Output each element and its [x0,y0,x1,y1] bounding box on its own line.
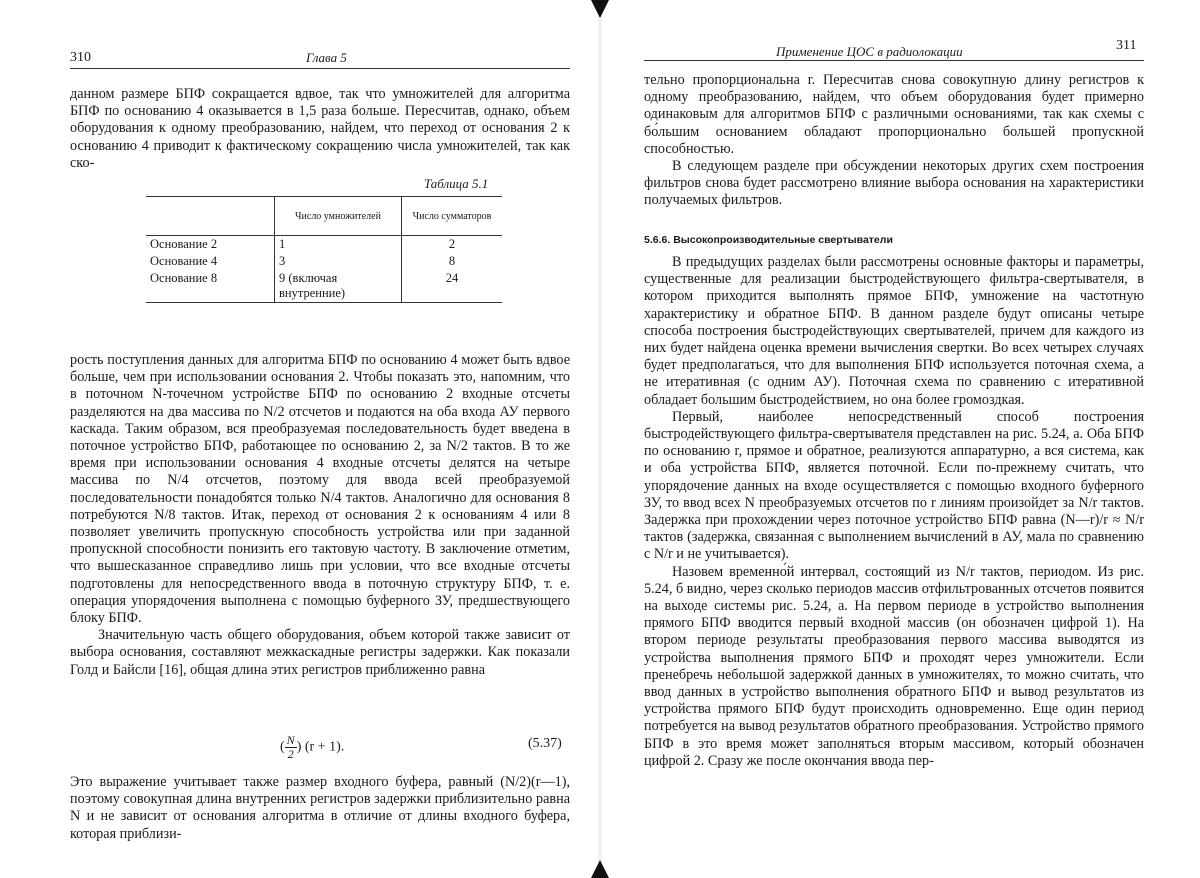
table-cell-base: Основание 8 [146,270,275,303]
subsection-heading: 5.6.6. Высокопроизводительные свертыватели [644,234,893,246]
table-cell-base: Основание 4 [150,254,218,268]
table-cell-mult: 9 (включая внутренние) [275,270,402,303]
left-page-number: 310 [70,50,91,65]
table-row [146,253,502,270]
right-header-rule [644,60,1144,61]
right-page [604,0,1200,878]
table-cell-mult: 1 [275,236,402,254]
right-paragraph-top: тельно пропорциональна r. Пересчитав снова совокупную длину регистров к одному преобразованию, найдем, что объем оборудования будет примерно одинаковым для алгоритмов БПФ с различными основаниями, так как схемы с бо́льшим основанием обладают пропорционально большей пропускной способностью. В следующем разделе при обсуждении некоторых других схем построения фильтров снова будет рассмотрено влияние выбора основания на характеристики получаемых фильтров. [644,72,1144,209]
right-page-number: 311 [1116,38,1137,53]
left-paragraph-bottom: Это выражение учитывает также размер входного буфера, равный (N/2)(r—1), поэтому совокупная длина внутренних регистров задержки приблизительно равна N и не зависит от основания алгоритма в отличие от длины входного буфера, которая приблизи- [70,774,570,842]
table-cell-mult: 3 [275,253,402,270]
left-running-head: Глава 5 [306,50,347,65]
table-row [146,236,502,254]
equation-number: (5.37) [528,736,562,751]
table-cell-add: 8 [402,253,503,270]
left-header-rule [70,68,570,69]
table-cell-base: Основание 2 [150,237,218,251]
table-5-1 [146,196,502,303]
table-cell-add: 24 [402,270,503,303]
right-running-head: Применение ЦОС в радиолокации [776,44,963,59]
table-header-adders: Число сумматоров [402,197,503,236]
table-caption: Таблица 5.1 [424,176,489,191]
table-header-empty [146,197,275,236]
right-paragraph-main: В предыдущих разделах были рассмотрены основные факторы и параметры, существенные для реализации быстродействующего фильтра-свертывателя, в котором приходится выполнять прямое БПФ, умножение на частотную характеристику и обратное БПФ. В данном разделе будут описаны четыре способа построения быстродействующих свертывателей, причем для каждого из них будет найдена оценка времени вычисления свертки. Во всех четырех случаях будет предполагаться, что для выполнения БПФ используется поточная схема, а не итеративная (с одним АУ). Поточная схема по сравнению с итеративной обладает большим быстродействием, но она более громоздкая. Первый, наиболее непосредственный способ построения быстродействующего фильтра-свертывателя представлен на рис. 5.24, а. Оба БПФ по основанию r, прямое и обратное, реализуются аппаратурно, а вся система, как и оба устройства БПФ, является поточной. Если по-прежнему считать, что упорядочение данных на входе осуществляется с помощью входного буферного ЗУ, то ввод всех N преобразуемых отсчетов по r линиям произойдет за N/r тактов. Задержка при прохождении через поточное устройство БПФ равна (N—r)/r ≈ N/r тактов (задержка, связанная с выполнением вычислений в АУ, мала по сравнению с N/r и не учитывается). Назовем временно́й интервал, состоящий из N/r тактов, периодом. Из рис. 5.24, б видно, через сколько периодов массив отфильтрованных отсчетов появится на выходе системы рис. 5.24, а. На первом периоде в устройство выполнения прямого БПФ вводится первый входной массив (он обозначен цифрой 1). На втором периоде результаты преобразования первого массива выводятся из устройства выполнения прямого БПФ и проходят через умножители. Если пренебречь небольшой задержкой данных в умножителях, то можно считать, что ввод данных в устройство выполнения обратного БПФ и вывод результатов из устройства прямого БПФ будут происходить одновременно. Еще один период потребуется на вывод результатов обратного преобразования. Устройство прямого БПФ в это время может заполняться вторым массивом, который обозначен цифрой 2. Сразу же после окончания ввода пер- [644,254,1144,769]
table-cell-add: 2 [402,236,503,254]
table-row [146,270,502,303]
left-paragraph-top: данном размере БПФ сокращается вдвое, так что умножителей для алгоритма БПФ по основанию 4 оказывается в 1,5 раза больше. Пересчитав, однако, объем оборудования к одному преобразованию, найдем, что переход от основания 2 к основанию 4 приводит к фактическому сокращению числа умножителей, так как ско- [70,86,570,171]
left-paragraph-middle: рость поступления данных для алгоритма БПФ по основанию 4 может быть вдвое больше, чем при использовании основания 2. Чтобы показать это, напомним, что в поточном N-точечном устройстве БПФ по основанию 2 входные отсчеты разделяются на два массива по N/2 отсчетов и подаются на оба входа АУ первого каскада. Таким образом, вся преобразуемая последовательность будет введена в поточное устройство БПФ, работающее по основанию 2, за N/2 тактов. В то же время при использовании основания 4 входные отсчеты делятся на четыре массива по N/4 отсчетов, поэтому для ввода всей преобразуемой последовательности понадобятся только N/4 тактов. Аналогично для основания 8 потребуются N/8 тактов. Итак, переход от основания 2 к основаниям 4 или 8 позволяет увеличить пропускную способность устройства или при заданной пропускной способности понизить его тактовую частоту. В заключение отметим, что вышесказанное справедливо лишь при условии, что все входные отсчеты подготовлены для непосредственного ввода в поточную структуру БПФ, т. е. операция упорядочения выполнена с помощью буферного ЗУ, предшествующего блоку БПФ. Значительную часть общего оборудования, объем которой также зависит от выбора основания, составляют межкаскадные регистры задержки. Как показали Голд и Байсли [16], общая длина этих регистров приближенно равна [70,352,570,678]
table-header-multipliers: Число умножителей [275,197,402,236]
equation-5-37: ( $\frac{N}{2}$) (r + 1). [280,733,345,761]
